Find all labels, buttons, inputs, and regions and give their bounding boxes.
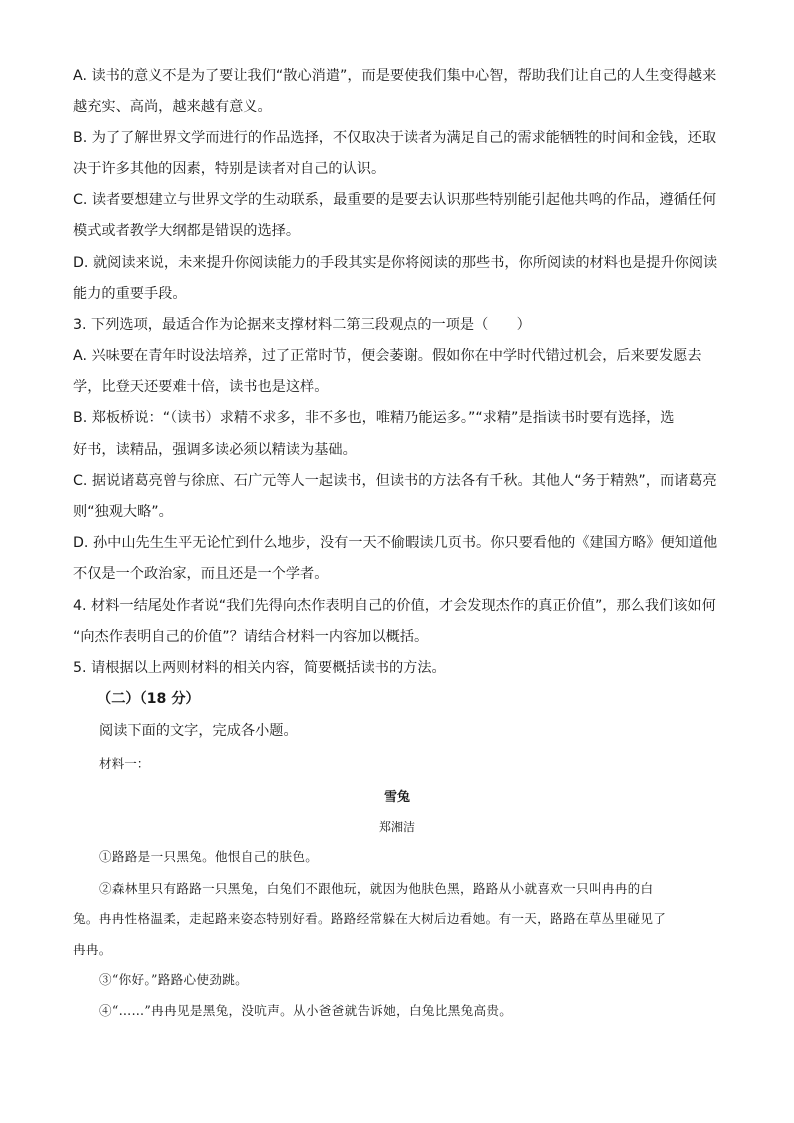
q4-line-1: 4. 材料一结尾处作者说“我们先得向杰作表明自己的价值，才会发现杰作的真正价值”，那么我们该如何 — [73, 598, 716, 614]
q2-option-c-line-1: C. 读者要想建立与世界文学的生动联系，最重要的是要去认识那些特别能引起他共鸣的作品，遵循任何 — [73, 192, 717, 208]
story-author: 郑湘洁 — [378, 820, 415, 834]
q3-option-c-line-1: C. 据说诸葛亮曾与徐庶、石广元等人一起读书，但读书的方法各有千秋。其他人“务于精熟”，而诸葛亮 — [73, 473, 717, 489]
q3-option-b-line-2: 好书，读精品，强调多读必须以精读为基础。 — [73, 442, 357, 458]
q3-option-b-line-1: B. 郑板桥说：“（读书）求精不求多，非不多也，唯精乃能运多。”“求精”是指读书时要有选择，选 — [73, 410, 675, 426]
story-paragraph-2-line-3: 冉冉。 — [73, 942, 112, 957]
section-instruction: 阅读下面的文字，完成各小题。 — [99, 723, 298, 739]
q3-option-d-line-2: 不仅是一个政治家，而且还是一个学者。 — [73, 566, 329, 582]
q2-option-b-line-2: 决于许多其他的因素，特别是读者对自己的认识。 — [73, 161, 386, 177]
q2-option-a-line-1: A. 读书的意义不是为了要让我们“散心消遣”，而是要使我们集中心智，帮助我们让自己的人生变得越来 — [73, 68, 717, 84]
q3-option-a-line-1: A. 兴味要在青年时设法培养，过了正常时节，便会萎谢。假如你在中学时代错过机会，后来要发愿去 — [73, 348, 702, 364]
q4-line-2: “向杰作表明自己的价值”？请结合材料一内容加以概括。 — [73, 629, 429, 645]
q2-option-c-line-2: 模式或者教学大纲都是错误的选择。 — [73, 223, 301, 239]
story-title: 雪兔 — [383, 790, 410, 805]
q2-option-d-line-1: D. 就阅读来说，未来提升你阅读能力的手段其实是你将阅读的那些书，你所阅读的材料也是提升你阅读 — [73, 255, 718, 271]
story-paragraph-3: ③“你好。”路路心使劲跳。 — [99, 972, 249, 987]
story-paragraph-1: ①路路是一只黑兔。他恨自己的肤色。 — [99, 849, 319, 864]
q3-option-d-line-1: D. 孙中山先生生平无论忙到什么地步，没有一天不偷暇读几页书。你只要看他的《建国方略》便知道他 — [73, 535, 718, 551]
section-heading: （二）（18 分） — [97, 691, 200, 707]
q2-option-a-line-2: 越充实、高尚，越来越有意义。 — [73, 99, 272, 115]
q3-option-a-line-2: 学，比登天还要难十倍，读书也是这样。 — [73, 379, 329, 395]
q3-stem: 3. 下列选项，最适合作为论据来支撑材料二第三段观点的一项是（ ） — [73, 317, 531, 333]
q3-option-c-line-2: 则“独观大略”。 — [73, 504, 173, 520]
story-paragraph-2-line-1: ②森林里只有路路一只黑兔，白兔们不跟他玩，就因为他肤色黑，路路从小就喜欢一只叫冉冉的白 — [99, 881, 654, 896]
q2-option-d-line-2: 能力的重要手段。 — [73, 286, 187, 302]
q5-text: 5. 请根据以上两则材料的相关内容，简要概括读书的方法。 — [73, 660, 446, 676]
story-paragraph-2-line-2: 兔。冉冉性格温柔，走起路来姿态特别好看。路路经常躲在大树后边看她。有一天，路路在草丛里碰见了 — [73, 911, 667, 926]
material-label: 材料一： — [99, 756, 150, 771]
q2-option-b-line-1: B. 为了了解世界文学而进行的作品选择，不仅取决于读者为满足自己的需求能牺牲的时间和金钱，还取 — [73, 130, 717, 146]
story-paragraph-4: ④“……”冉冉见是黑兔，没吭声。从小爸爸就告诉她，白兔比黑兔高贵。 — [99, 1003, 513, 1018]
